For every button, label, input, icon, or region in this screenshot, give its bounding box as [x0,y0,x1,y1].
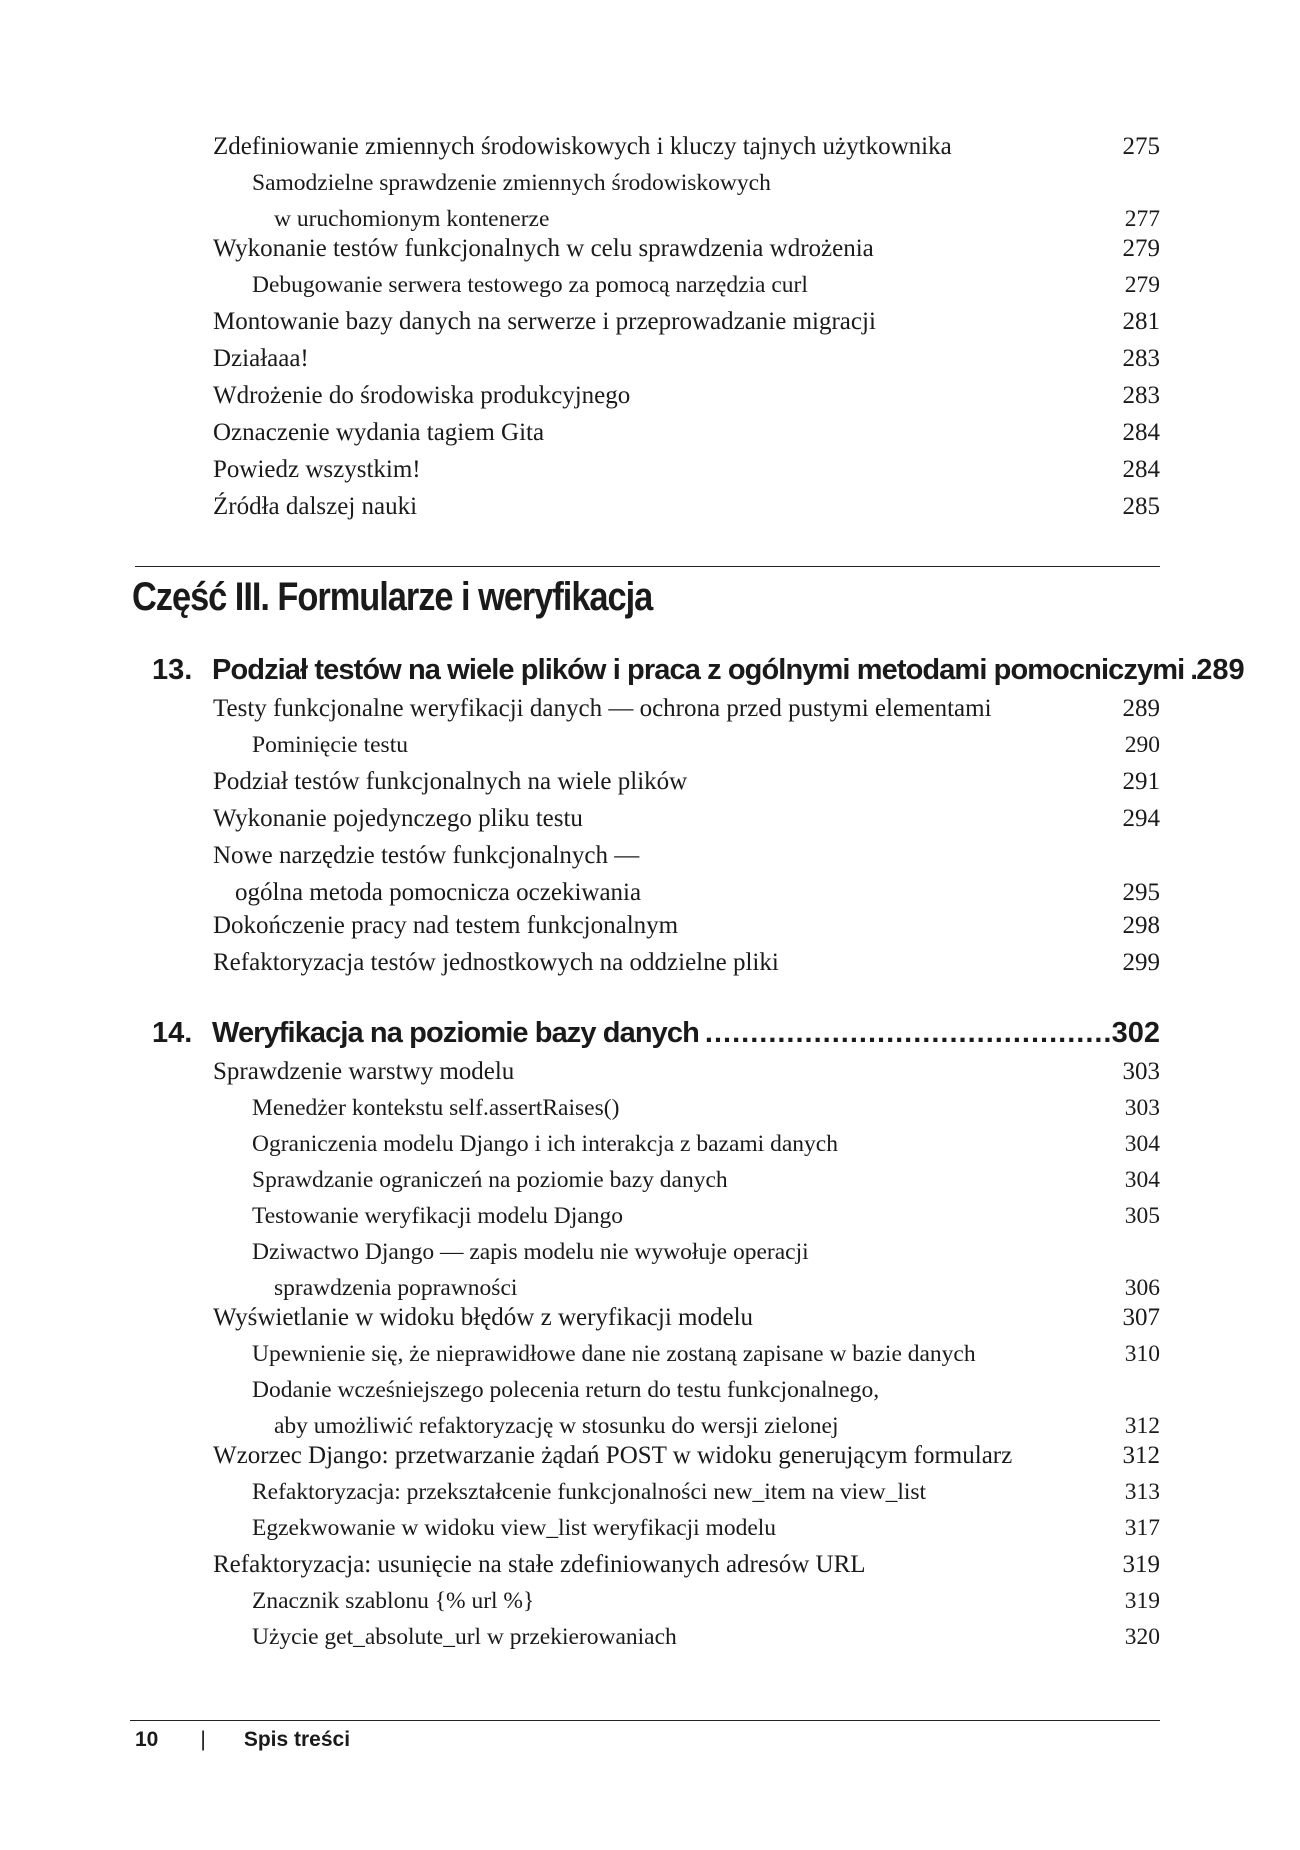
toc-entry[interactable] [213,837,1160,911]
toc-entry-title: Refaktoryzacja testów jednostkowych na oddzielne pliki [213,949,779,976]
toc-entry-title: Zdefiniowanie zmiennych środowiskowych i kluczy tajnych użytkownika [213,133,952,160]
toc-entry[interactable] [252,1162,1160,1198]
toc-entry[interactable] [213,1299,1160,1336]
toc-entry-title: Użycie get_absolute_url w przekierowaniach [252,1624,677,1650]
toc-entry-title: Wykonanie testów funkcjonalnych w celu sprawdzenia wdrożenia [213,235,874,262]
toc-entry-page: 284 [1122,456,1160,483]
toc-entry-page: 307 [1122,1304,1160,1331]
toc-entry[interactable] [252,1510,1160,1546]
toc-entry-title: Znacznik szablonu {% url %} [252,1588,535,1614]
toc-entry-page: 320 [1124,1624,1160,1650]
toc-entry-title: Dokończenie pracy nad testem funkcjonalnym [213,912,679,939]
toc-entry[interactable] [213,303,1160,340]
footer-section-title: Spis treści [243,1728,351,1751]
toc-entry[interactable] [252,1372,1160,1444]
toc-entry-title: Refaktoryzacja: usunięcie na stałe zdefiniowanych adresów URL [213,1551,866,1578]
toc-entry-title: Działaaa! [213,345,309,372]
toc-entry[interactable] [213,800,1160,837]
toc-entry-page: 317 [1124,1515,1160,1541]
toc-entry-title: Wdrożenie do środowiska produkcyjnego [213,382,631,409]
toc-entry-title: Egzekwowanie w widoku view_list weryfikacji modelu [252,1515,777,1541]
toc-entry-title: w uruchomionym kontenerze [274,206,550,232]
page-footer [135,1728,350,1752]
toc-entry-page: 275 [1122,133,1160,160]
toc-entry-title: Ograniczenia modelu Django i ich interakcja z bazami danych [252,1131,838,1157]
chapter-number: 14. [152,1017,193,1049]
toc-entry-page: 310 [1124,1341,1160,1367]
toc-entry-page: 298 [1122,912,1160,939]
toc-entry-page: 295 [1122,879,1160,906]
toc-entry-page: 284 [1122,419,1160,446]
toc-entry-title: ogólna metoda pomocnicza oczekiwania [235,879,642,906]
footer-separator: | [200,1728,206,1751]
footer-rule [130,1720,1160,1721]
part-rule [135,566,1160,567]
leader-dots [1184,648,1196,692]
toc-entry-title: Sprawdzenie warstwy modelu [213,1058,515,1085]
toc-entry-page: 299 [1122,949,1160,976]
toc-entry[interactable] [252,1198,1160,1234]
toc-entry-page: 277 [1124,206,1160,232]
toc-entry-page: 290 [1124,732,1160,758]
toc-entry-title: Testy funkcjonalne weryfikacji danych — ochrona przed pustymi elementami [213,695,992,722]
toc-entry[interactable] [213,907,1160,944]
toc-entry-page: 294 [1122,805,1160,832]
toc-entry-title: Debugowanie serwera testowego za pomocą narzędzia curl [252,272,808,298]
toc-entry-page: 304 [1124,1131,1160,1157]
chapter-page: 302 [1111,1017,1160,1049]
toc-entry[interactable] [213,690,1160,727]
toc-entry[interactable] [252,1126,1160,1162]
toc-entry-page: 305 [1124,1203,1160,1229]
toc-entry[interactable] [252,1619,1160,1655]
toc-entry-page: 312 [1124,1413,1160,1439]
toc-entry-page: 289 [1122,695,1160,722]
toc-entry-title: sprawdzenia poprawności [274,1275,518,1301]
toc-entry-page: 313 [1124,1479,1160,1505]
toc-entry-page: 285 [1122,493,1160,520]
toc-entry-title: Testowanie weryfikacji modelu Django [252,1203,623,1229]
toc-entry-title: Upewnienie się, że nieprawidłowe dane nie zostaną zapisane w bazie danych [252,1341,976,1367]
toc-entry[interactable] [213,414,1160,451]
toc-entry-title: Sprawdzanie ograniczeń na poziomie bazy danych [252,1167,728,1193]
toc-entry-title: Wzorzec Django: przetwarzanie żądań POST w widoku generującym formularz [213,1442,1013,1469]
toc-entry-page: 303 [1122,1058,1160,1085]
toc-entry[interactable] [252,267,1160,303]
toc-entry-title: Dodanie wcześniejszego polecenia return do testu funkcjonalnego, [252,1377,880,1403]
toc-entry[interactable] [252,1474,1160,1510]
toc-entry-page: 303 [1124,1095,1160,1121]
toc-entry-page: 291 [1122,768,1160,795]
toc-entry-page: 312 [1122,1442,1160,1469]
footer-page-number: 10 [135,1728,159,1751]
part-title: Część III. Formularze i weryfikacja [132,575,653,619]
toc-entry[interactable] [213,488,1160,525]
toc-entry-title: Montowanie bazy danych na serwerze i przeprowadzanie migracji [213,308,876,335]
toc-entry-title: aby umożliwić refaktoryzację w stosunku do wersji zielonej [274,1413,839,1439]
toc-entry-page: 306 [1124,1275,1160,1301]
toc-entry-title: Menedżer kontekstu self.assertRaises() [252,1095,620,1121]
chapter-page: 289 [1196,654,1245,686]
toc-entry-title: Podział testów funkcjonalnych na wiele plików [213,768,688,795]
toc-entry-page: 319 [1124,1588,1160,1614]
toc-entry-title: Dziwactwo Django — zapis modelu nie wywołuje operacji [252,1239,809,1265]
toc-entry[interactable] [213,944,1160,981]
toc-entry[interactable] [252,1090,1160,1126]
toc-entry-page: 319 [1122,1551,1160,1578]
toc-entry[interactable] [213,1546,1160,1583]
toc-entry-title: Nowe narzędzie testów funkcjonalnych — [213,842,640,869]
toc-entry-title: Oznaczenie wydania tagiem Gita [213,419,545,446]
toc-entry[interactable] [213,230,1160,267]
toc-entry[interactable] [213,128,1160,165]
toc-entry[interactable] [252,727,1160,763]
toc-entry[interactable] [213,1053,1160,1090]
toc-entry[interactable] [213,340,1160,377]
leader-dots [699,1011,1112,1055]
chapter-14-heading[interactable] [152,1011,1160,1055]
toc-entry-page: 279 [1124,272,1160,298]
toc-entry[interactable] [213,1437,1160,1474]
toc-entry-title: Wyświetlanie w widoku błędów z weryfikacji modelu [213,1304,754,1331]
toc-entry[interactable] [252,1234,1160,1306]
toc-entry[interactable] [252,1583,1160,1619]
toc-entry-page: 283 [1122,382,1160,409]
chapter-title: Weryfikacja na poziomie bazy danych [212,1017,699,1049]
toc-entry[interactable] [213,451,1160,488]
toc-entry-title: Powiedz wszystkim! [213,456,421,483]
toc-entry-page: 279 [1122,235,1160,262]
toc-entry[interactable] [213,763,1160,800]
toc-entry-page: 281 [1122,308,1160,335]
toc-entry-title: Refaktoryzacja: przekształcenie funkcjonalności new_item na view_list [252,1479,927,1505]
chapter-title: Podział testów na wiele plików i praca z ogólnymi metodami pomocniczymi [212,654,1185,686]
toc-entry[interactable] [252,1336,1160,1372]
toc-entry-title: Źródła dalszej nauki [213,493,418,520]
toc-entry-page: 304 [1124,1167,1160,1193]
toc-entry[interactable] [252,165,1160,237]
toc-entry-title: Samodzielne sprawdzenie zmiennych środowiskowych [252,170,771,196]
chapter-13-heading[interactable] [152,648,1245,692]
toc-entry-title: Wykonanie pojedynczego pliku testu [213,805,583,832]
toc-entry-title: Pominięcie testu [252,732,408,758]
toc-entry-page: 283 [1122,345,1160,372]
chapter-number: 13. [152,654,193,686]
toc-entry[interactable] [213,377,1160,414]
